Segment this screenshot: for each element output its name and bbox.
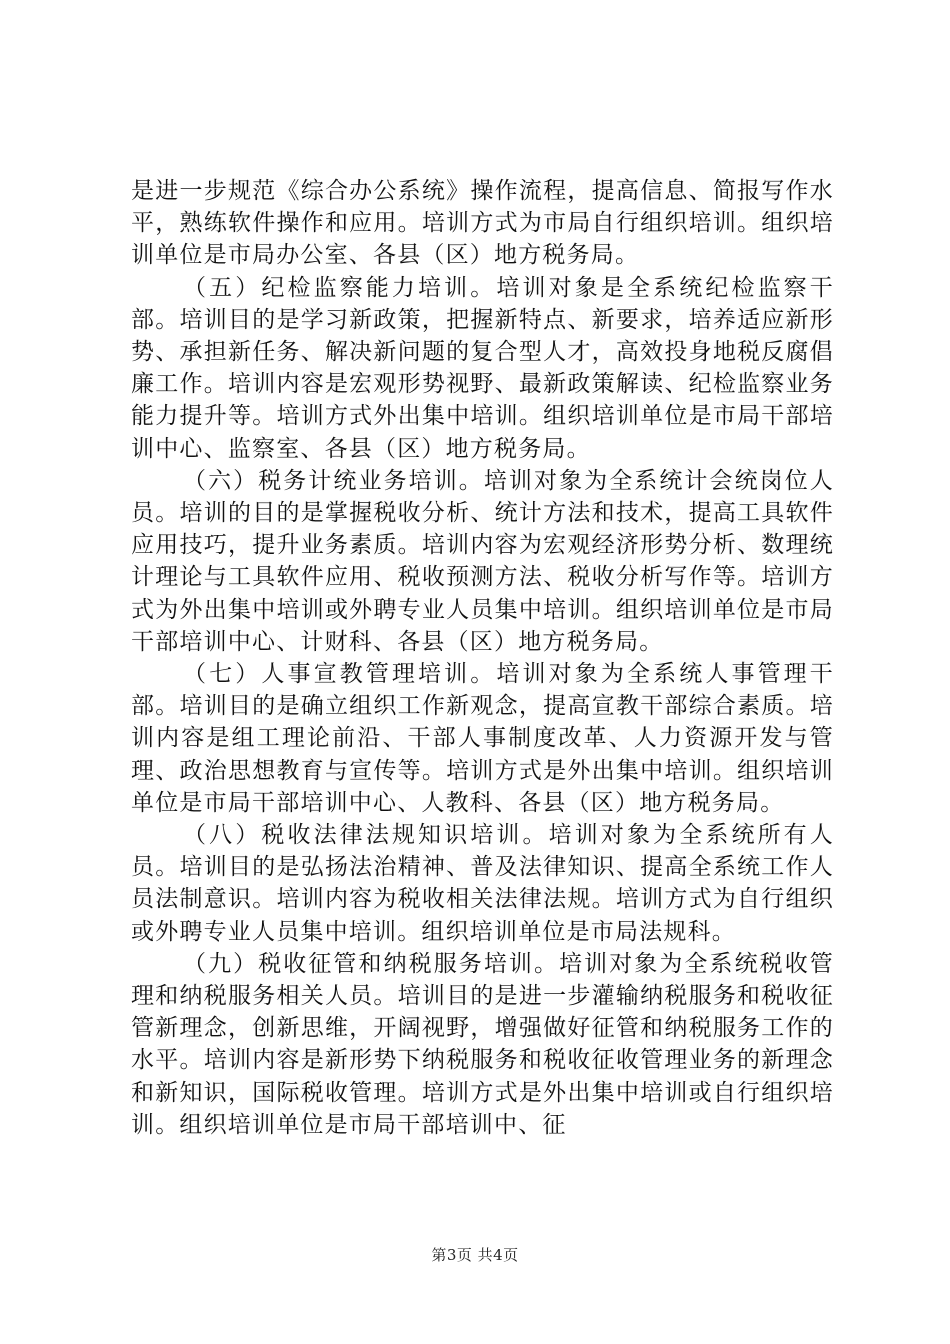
paragraph-personnel-training: （七）人事宣教管理培训。培训对象为全系统人事管理干部。培训目的是确立组织工作新观念，提高宣教干部综合素质。培训内容是组工理论前沿、干部人事制度改革、人力资源开发与管理、政治思想教育与宣传等。培训方式是外出集中培训。组织培训单位是市局干部培训中心、人教科、各县（区）地方税务局。 [131,661,834,816]
page-number-footer: 第3页 共4页 [431,1246,519,1264]
paragraph-tax-law-training: （八）税收法律法规知识培训。培训对象为全系统所有人员。培训目的是弘扬法治精神、普及法律知识、提高全系统工作人员法制意识。培训内容为税收相关法律法规。培训方式为自行组织或外聘专业人员集中培训。组织培训单位是市局法规科。 [131,822,834,945]
paragraph-discipline-inspection-training: （五）纪检监察能力培训。培训对象是全系统纪检监察干部。培训目的是学习新政策，把握新特点、新要求，培养适应新形势、承担新任务、解决新问题的复合型人才，高效投身地税反腐倡廉工作。培训内容是宏观形势视野、最新政策解读、纪检监察业务能力提升等。培训方式外出集中培训。组织培训单位是市局干部培训中心、监察室、各县（区）地方税务局。 [131,274,834,462]
paragraph-tax-collection-service-training: （九）税收征管和纳税服务培训。培训对象为全系统税收管理和纳税服务相关人员。培训目的是进一步灌输纳税服务和税收征管新理念，创新思维，开阔视野，增强做好征管和纳税服务工作的水平。培训内容是新形势下纳税服务和税收征收管理业务的新理念和新知识，国际税收管理。培训方式是外出集中培训或自行组织培训。组织培训单位是市局干部培训中、征 [131,950,834,1138]
paragraph-tax-statistics-training: （六）税务计统业务培训。培训对象为全系统计会统岗位人员。培训的目的是掌握税收分析、统计方法和技术，提高工具软件应用技巧，提升业务素质。培训内容为宏观经济形势分析、数理统计理论与工具软件应用、税收预测方法、税收分析写作等。培训方式为外出集中培训或外聘专业人员集中培训。组织培训单位是市局干部培训中心、计财科、各县（区）地方税务局。 [131,467,834,655]
document-body [131,175,834,1141]
paragraph-continuation: 是进一步规范《综合办公系统》操作流程，提高信息、简报写作水平，熟练软件操作和应用。培训方式为市局自行组织培训。组织培训单位是市局办公室、各县（区）地方税务局。 [131,178,834,269]
